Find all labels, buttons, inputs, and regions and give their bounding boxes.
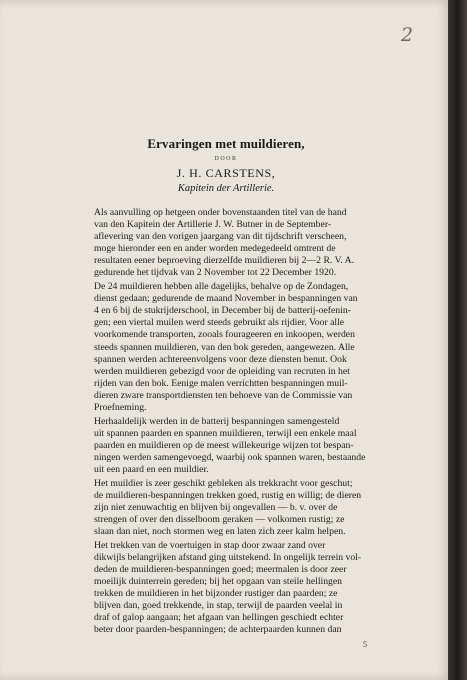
author-role: Kapitein der Artillerie. <box>177 183 275 194</box>
text-line: dikwijls belangrijken afstand ging uitstekend. In ongelijk terrein vol- <box>94 551 362 563</box>
article-body <box>82 207 402 638</box>
text-line: paarden en muildieren op de meest willekeurige wijzen tot bespan- <box>94 439 354 451</box>
text-line: draf of galop aangaan; het afgaan van hellingen geschiedt echter <box>94 612 344 624</box>
text-line: Proefneming. <box>94 402 147 413</box>
byline-label: DOOR <box>214 156 238 162</box>
text-line: de muildieren-bespanningen trekken goed, rustig en willig; de dieren <box>94 489 362 501</box>
text-line: uit spannen paarden en spannen muildieren, terwijl een enkele maal <box>94 427 357 439</box>
text-line: moeilijk duinterrein gereden; bij het opgaan van steile hellingen <box>94 575 343 587</box>
text-line: Het trekken van de voertuigen in stap door zwaar zand over <box>94 539 326 551</box>
text-line: Het muildier is zeer geschikt gebleken als trekkracht voor geschut; <box>94 477 353 489</box>
author-name: J. H. CARSTENS, <box>176 166 276 180</box>
text-line: dienst gedaan; gedurende de maand November in bespanningen van <box>94 293 358 305</box>
text-line: voorkomende transporten, zooals fourageeren en inkoopen, werden <box>94 329 355 341</box>
text-line: aflevering van den vorigen jaargang van dit tijdschrift verscheen, <box>94 231 347 243</box>
paragraph <box>82 540 402 637</box>
text-line: spannen werden achtereenvolgens voor deze diensten benut. Ook <box>94 353 347 365</box>
text-line: werden muildieren gebezigd voor de opleiding van recruten in het <box>94 365 350 377</box>
handwritten-page-mark: 2 <box>401 24 414 46</box>
text-line: dieren zware transportdiensten ten behoeve van de Commissie van <box>94 389 353 401</box>
text-line: slaan dan niet, noch stormen weg en laten zich zeer kalm helpen. <box>94 525 346 537</box>
text-line: 4 en 6 bij de stukrijderschool, in December bij de batterij-oefenin- <box>94 305 351 317</box>
paragraph <box>82 478 402 538</box>
text-line: resultaten eener beproeving dierzelfde muildieren bij 2—2 R. V. A. <box>94 255 355 267</box>
paragraph <box>82 281 402 414</box>
page-number: 5 <box>363 640 367 649</box>
paragraph <box>82 207 402 280</box>
book-spine <box>448 0 467 680</box>
text-line: uit een paard en een muildier. <box>94 463 209 475</box>
text-line: trekken de muildieren in het bijzonder rustiger dan paarden; ze <box>94 587 338 599</box>
text-line: beter door paarden-bespanningen; de achterpaarden kunnen dan <box>94 624 342 636</box>
paragraph <box>82 416 402 476</box>
text-line: zijn niet zenuwachtig en blijven bij ongevallen — b. v. over de <box>94 501 338 513</box>
text-line: ningen werden samengevoegd, waarbij ook spannen waren, bestaande <box>94 451 366 463</box>
text-line: deden de muildieren-bespanningen goed; meermalen is door zeer <box>94 563 347 575</box>
text-line: steeds spannen muildieren, van den bok gereden, aangewezen. Alle <box>94 341 355 353</box>
text-line: moge hieronder een en ander worden medegedeeld omtrent de <box>94 243 336 255</box>
text-line: gen; een viertal muilen werd steeds gebruikt als rijdier. Voor alle <box>94 317 345 329</box>
text-line: Herhaaldelijk werden in de batterij bespanningen samengesteld <box>94 415 340 427</box>
text-line: van den Kapitein der Artillerie J. W. Butner in de September- <box>94 219 332 231</box>
text-line: rijden van den bok. Eenige malen verrichtten bespanningen muil- <box>94 377 348 389</box>
text-line: De 24 muildieren hebben alle dagelijks, behalve op de Zondagen, <box>94 281 349 293</box>
text-line: Als aanvulling op hetgeen onder bovenstaanden titel van de hand <box>94 207 347 218</box>
text-line: blijven dan, goed trekkende, in stap, terwijl de paarden veelal in <box>94 600 343 611</box>
text-line: gedurende het tijdvak van 2 November tot 22 December 1920. <box>94 267 337 279</box>
article-title: Ervaringen met muildieren, <box>147 136 305 151</box>
text-line: strengen of over den disselboom geraken — volkomen rustig; ze <box>94 513 345 525</box>
